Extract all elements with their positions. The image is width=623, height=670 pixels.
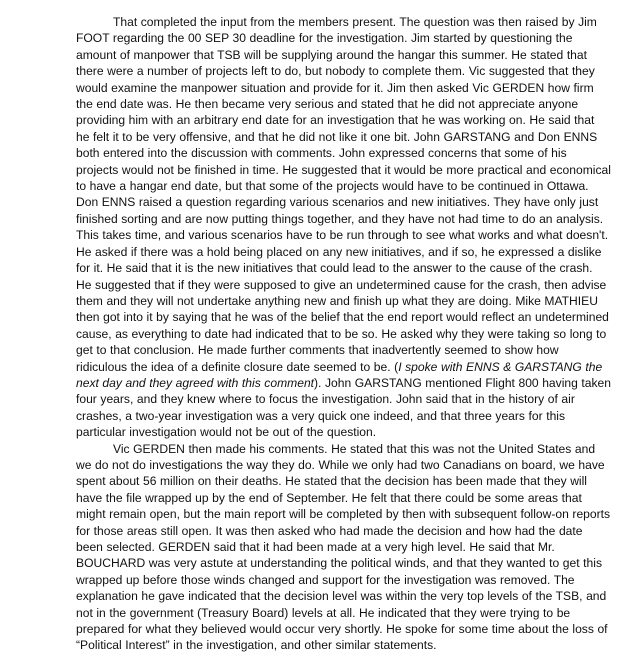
- paragraph-gerden-comments: Vic GERDEN then made his comments. He stated that this was not the United States and we do not do investigations the way they do. While we only had two Canadians on board, we have spent about 56 million on their deaths. He stated that the decision has been made that they will have the file wrapped up by the end of September. He felt that there could be some areas that might remain open, but the main report will be completed by then with subsequent follow-on reports for those areas still open. It was then asked who had made the decision and how had the date been selected. GERDEN said that it had been made at a very high level. He said that Mr. BOUCHARD was very astute at understanding the political winds, and that they wanted to get this wrapped up before those winds changed and support for the investigation was removed. The explanation he gave indicated that the decision level was within the very top levels of the TSB, and not in the government (Treasury Board) levels at all. He indicated that they were trying to be prepared for what they believed would occur very shortly. He spoke for some time about the loss of “Political Interest” in the investigation, and other similar statements.: [76, 441, 611, 653]
- paragraph-1-text: That completed the input from the members present. The question was then raised by Jim FOOT regarding the 00 SEP 30 deadline for the investigation. Jim started by questioning the amount of manpower that TSB will be supplying around the hangar this summer. He stated that there were a number of projects left to do, but nobody to complete them. Vic suggested that they would examine the manpower situation and provide for it. Jim then asked Vic GERDEN how firm the end date was. He then became very serious and stated that he did not appreciate anyone providing him with an arbitrary end date for an investigation that he was working on. He said that he felt it to be very offensive, and that he did not like it one bit. John GARSTANG and Don ENNS both entered into the discussion with comments. John expressed concerns that some of his projects would not be finished in time. He suggested that it would be more practical and economical to have a hangar end date, but that some of the projects would have to be continued in Ottawa. Don ENNS raised a question regarding various scenarios and new initiatives. They have only just finished sorting and are now putting things together, and they have not had time to do an analysis. This takes time, and various scenarios have to be run through to see what works and what doesn't. He asked if there was a hold being placed on any new initiatives, and if so, he expressed a dislike for it. He said that it is the new initiatives that could lead to the answer to the cause of the crash. He suggested that if they were supposed to give an undetermined cause for the crash, then advise them and they will not undertake anything new and finish up what they are doing. Mike MATHIEU then got into it by saying that he was of the belief that the end report would reflect an undetermined cause, as everything to date had indicated that to be so. He asked why they were taking so long to get to that conclusion. He made further comments that inadvertently seemed to show how ridiculous the idea of a definite closure date seemed to be. (: [76, 15, 611, 374]
- paragraph-deadline-discussion: [76, 14, 611, 441]
- paragraph-1-tail: ). John GARSTANG mentioned Flight 800 having taken four years, and they knew where to focus the investigation. John said that in the history of air crashes, a two-year investigation was a very quick one indeed, and that three years for this particular investigation would not be out of the question.: [76, 375, 611, 440]
- author-note: I spoke with ENNS & GARSTANG the next day and they agreed with this comment: [76, 359, 603, 390]
